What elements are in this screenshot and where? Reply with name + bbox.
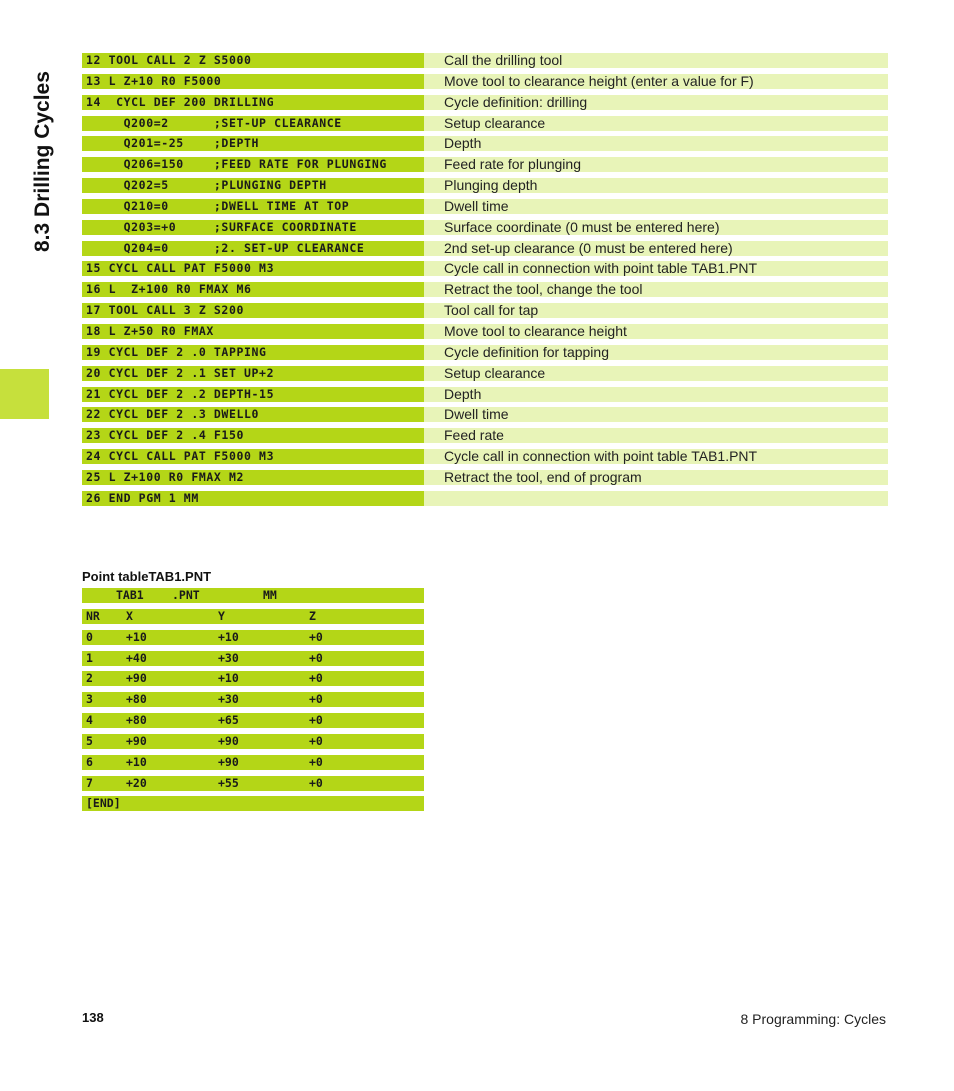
point-x: +80 bbox=[126, 692, 147, 707]
table-row bbox=[82, 630, 424, 645]
program-line-code: Q201=-25 ;DEPTH bbox=[82, 136, 424, 151]
program-line bbox=[82, 241, 888, 256]
program-line bbox=[82, 387, 888, 402]
table-row bbox=[82, 651, 424, 666]
program-line-code: Q203=+0 ;SURFACE COORDINATE bbox=[82, 220, 424, 235]
point-z: +0 bbox=[309, 713, 323, 728]
point-table-name: TAB1 bbox=[116, 588, 144, 602]
program-line-code: 13 L Z+10 R0 F5000 bbox=[82, 74, 424, 89]
table-row bbox=[82, 692, 424, 707]
point-table-extension: .PNT bbox=[172, 588, 200, 602]
point-nr: 0 bbox=[86, 629, 93, 644]
program-line bbox=[82, 220, 888, 235]
program-line bbox=[82, 53, 888, 68]
point-table-end-marker: [END] bbox=[86, 796, 121, 811]
program-line-code: Q204=0 ;2. SET-UP CLEARANCE bbox=[82, 241, 424, 256]
program-line bbox=[82, 324, 888, 339]
program-line-code: Q200=2 ;SET-UP CLEARANCE bbox=[82, 116, 424, 131]
point-table-header-row bbox=[82, 609, 424, 624]
program-line-description: Call the drilling tool bbox=[424, 53, 888, 68]
point-y: +90 bbox=[218, 754, 239, 769]
program-line-code: 24 CYCL CALL PAT F5000 M3 bbox=[82, 449, 424, 464]
program-line-description: Dwell time bbox=[424, 407, 888, 422]
point-z: +0 bbox=[309, 775, 323, 790]
point-y: +10 bbox=[218, 671, 239, 686]
point-y: +55 bbox=[218, 775, 239, 790]
program-line bbox=[82, 428, 888, 443]
point-x: +10 bbox=[126, 629, 147, 644]
program-line bbox=[82, 303, 888, 318]
column-header-z: Z bbox=[309, 608, 316, 623]
program-line-code: 21 CYCL DEF 2 .2 DEPTH-15 bbox=[82, 387, 424, 402]
program-line bbox=[82, 449, 888, 464]
column-header-y: Y bbox=[218, 608, 225, 623]
program-line-code: 19 CYCL DEF 2 .0 TAPPING bbox=[82, 345, 424, 360]
program-line-code: 17 TOOL CALL 3 Z S200 bbox=[82, 303, 424, 318]
point-z: +0 bbox=[309, 650, 323, 665]
point-z: +0 bbox=[309, 629, 323, 644]
program-line-code: 23 CYCL DEF 2 .4 F150 bbox=[82, 428, 424, 443]
point-nr: 6 bbox=[86, 754, 93, 769]
footer-chapter-label: 8 Programming: Cycles bbox=[740, 1011, 886, 1027]
program-line-description: Retract the tool, end of program bbox=[424, 470, 888, 485]
program-line bbox=[82, 157, 888, 172]
program-line-code: Q202=5 ;PLUNGING DEPTH bbox=[82, 178, 424, 193]
program-line-code: 14 CYCL DEF 200 DRILLING bbox=[82, 95, 424, 110]
point-z: +0 bbox=[309, 692, 323, 707]
program-line bbox=[82, 407, 888, 422]
nc-program-listing bbox=[82, 53, 888, 512]
program-line bbox=[82, 282, 888, 297]
program-line-description: Setup clearance bbox=[424, 116, 888, 131]
program-line-description: Depth bbox=[424, 136, 888, 151]
program-line-code: 25 L Z+100 R0 FMAX M2 bbox=[82, 470, 424, 485]
program-line-description: Feed rate for plunging bbox=[424, 157, 888, 172]
point-table-unit: MM bbox=[263, 588, 277, 602]
point-x: +20 bbox=[126, 775, 147, 790]
point-table-title-row bbox=[82, 588, 424, 603]
program-line-code: 16 L Z+100 R0 FMAX M6 bbox=[82, 282, 424, 297]
point-x: +10 bbox=[126, 754, 147, 769]
point-nr: 4 bbox=[86, 713, 93, 728]
column-header-x: X bbox=[126, 608, 133, 623]
program-line-description: Cycle call in connection with point table TAB1.PNT bbox=[424, 449, 888, 464]
point-table-end-row bbox=[82, 796, 424, 811]
program-line bbox=[82, 178, 888, 193]
program-line-code: Q210=0 ;DWELL TIME AT TOP bbox=[82, 199, 424, 214]
program-line-description: Setup clearance bbox=[424, 366, 888, 381]
program-line-description: Cycle call in connection with point table TAB1.PNT bbox=[424, 261, 888, 276]
point-z: +0 bbox=[309, 733, 323, 748]
program-line bbox=[82, 366, 888, 381]
point-y: +30 bbox=[218, 692, 239, 707]
table-row bbox=[82, 671, 424, 686]
point-nr: 1 bbox=[86, 650, 93, 665]
program-line-description: Tool call for tap bbox=[424, 303, 888, 318]
chapter-tab-marker bbox=[0, 369, 49, 419]
point-nr: 7 bbox=[86, 775, 93, 790]
program-line bbox=[82, 95, 888, 110]
program-line-description bbox=[424, 491, 888, 506]
point-nr: 5 bbox=[86, 733, 93, 748]
table-row bbox=[82, 734, 424, 749]
program-line-code: 26 END PGM 1 MM bbox=[82, 491, 424, 506]
point-table bbox=[82, 588, 424, 817]
chapter-side-title-text: 8.3 Drilling Cycles bbox=[31, 71, 54, 252]
point-x: +80 bbox=[126, 713, 147, 728]
program-line-description: Cycle definition for tapping bbox=[424, 345, 888, 360]
program-line bbox=[82, 491, 888, 506]
point-y: +30 bbox=[218, 650, 239, 665]
table-row bbox=[82, 713, 424, 728]
program-line-description: Plunging depth bbox=[424, 178, 888, 193]
point-nr: 2 bbox=[86, 671, 93, 686]
point-table-heading: Point tableTAB1.PNT bbox=[82, 569, 212, 584]
table-row bbox=[82, 755, 424, 770]
program-line-description: Move tool to clearance height bbox=[424, 324, 888, 339]
column-header-nr: NR bbox=[86, 608, 100, 623]
program-line-description: Surface coordinate (0 must be entered here) bbox=[424, 220, 888, 235]
table-row bbox=[82, 776, 424, 791]
point-x: +40 bbox=[126, 650, 147, 665]
program-line bbox=[82, 116, 888, 131]
point-y: +65 bbox=[218, 713, 239, 728]
program-line-description: Retract the tool, change the tool bbox=[424, 282, 888, 297]
program-line bbox=[82, 136, 888, 151]
page-number: 138 bbox=[82, 1010, 104, 1025]
program-line bbox=[82, 470, 888, 485]
program-line-description: 2nd set-up clearance (0 must be entered here) bbox=[424, 241, 888, 256]
point-nr: 3 bbox=[86, 692, 93, 707]
program-line bbox=[82, 261, 888, 276]
chapter-side-title bbox=[27, 52, 59, 252]
program-line-code: 15 CYCL CALL PAT F5000 M3 bbox=[82, 261, 424, 276]
program-line-code: 12 TOOL CALL 2 Z S5000 bbox=[82, 53, 424, 68]
program-line bbox=[82, 345, 888, 360]
program-line-description: Move tool to clearance height (enter a value for F) bbox=[424, 74, 888, 89]
point-z: +0 bbox=[309, 754, 323, 769]
point-z: +0 bbox=[309, 671, 323, 686]
program-line bbox=[82, 74, 888, 89]
program-line-code: 18 L Z+50 R0 FMAX bbox=[82, 324, 424, 339]
point-y: +10 bbox=[218, 629, 239, 644]
program-line-description: Cycle definition: drilling bbox=[424, 95, 888, 110]
program-line-description: Dwell time bbox=[424, 199, 888, 214]
point-x: +90 bbox=[126, 671, 147, 686]
program-line-code: 22 CYCL DEF 2 .3 DWELL0 bbox=[82, 407, 424, 422]
point-y: +90 bbox=[218, 733, 239, 748]
program-line-description: Depth bbox=[424, 387, 888, 402]
program-line-code: Q206=150 ;FEED RATE FOR PLUNGING bbox=[82, 157, 424, 172]
program-line bbox=[82, 199, 888, 214]
program-line-code: 20 CYCL DEF 2 .1 SET UP+2 bbox=[82, 366, 424, 381]
point-x: +90 bbox=[126, 733, 147, 748]
program-line-description: Feed rate bbox=[424, 428, 888, 443]
